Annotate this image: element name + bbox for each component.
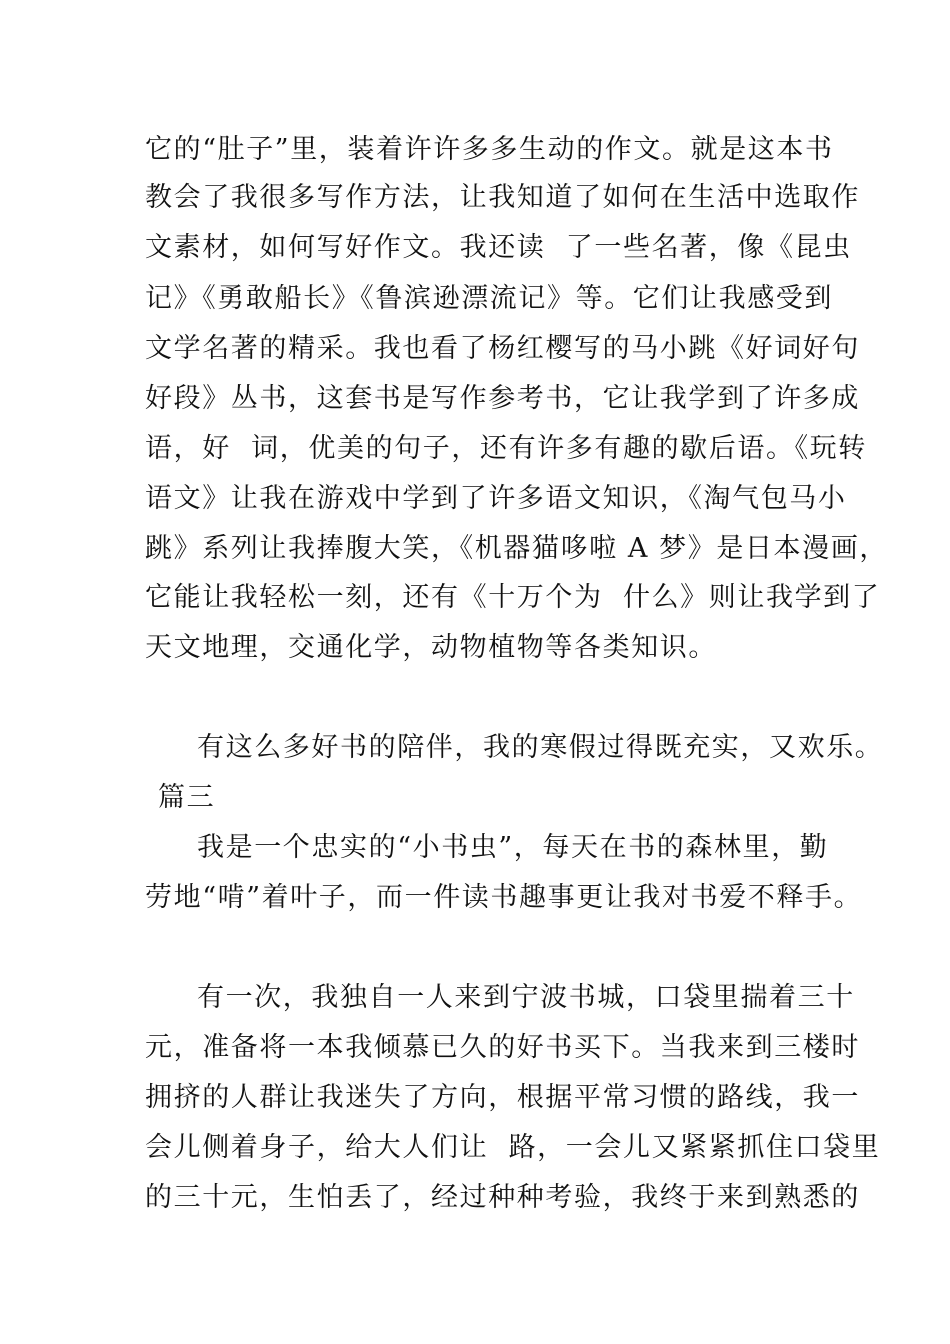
text-line: 跳》系列让我捧腹大笑，《机器猫哆啦 A 梦》是日本漫画， — [145, 533, 888, 564]
text-line: 它能让我轻松一刻，还有《十万个为 什么》则让我学到了 — [145, 582, 881, 613]
text-line: 会儿侧着身子，给大人们让 路，一会儿又紧紧抓住口袋里 — [145, 1132, 881, 1163]
text-line: 元，准备将一本我倾慕已久的好书买下。当我来到三楼时 — [145, 1032, 860, 1063]
text-line: 我是一个忠实的“小书虫”，每天在书的森林里，勤 — [197, 832, 829, 863]
text-line: 文学名著的精采。我也看了杨红樱写的马小跳《好词好句 — [145, 333, 860, 364]
text-line: 文素材，如何写好作文。我还读 了一些名著，像《昆虫 — [145, 232, 852, 263]
text-line: 拥挤的人群让我迷失了方向，根据平常习惯的路线，我一 — [145, 1082, 860, 1113]
text-line: 好段》丛书，这套书是写作参考书，它让我学到了许多成 — [145, 383, 860, 414]
text-line: 有这么多好书的陪伴，我的寒假过得既充实，又欢乐。 — [197, 732, 884, 763]
text-line: 语文》让我在游戏中学到了许多语文知识，《淘气包马小 — [145, 483, 847, 514]
text-line: 劳地“啃”着叶子，而一件读书趣事更让我对书爱不释手。 — [145, 882, 863, 913]
text-line: 天文地理，交通化学，动物植物等各类知识。 — [145, 632, 717, 663]
text-line: 语，好 词，优美的句子，还有许多有趣的歇后语。《玩转 — [145, 433, 867, 464]
text-line: 教会了我很多写作方法，让我知道了如何在生活中选取作 — [145, 182, 860, 213]
text-line: 有一次，我独自一人来到宁波书城，口袋里揣着三十 — [197, 982, 855, 1013]
text-line: 它的“肚子”里，装着许许多多生动的作文。就是这本书 — [145, 134, 834, 165]
text-line: 记》《勇敢船长》《鲁滨逊漂流记》等。它们让我感受到 — [145, 283, 833, 314]
text-line: 的三十元，生怕丢了，经过种种考验，我终于来到熟悉的 — [145, 1182, 860, 1213]
section-heading: 篇三 — [158, 782, 216, 813]
